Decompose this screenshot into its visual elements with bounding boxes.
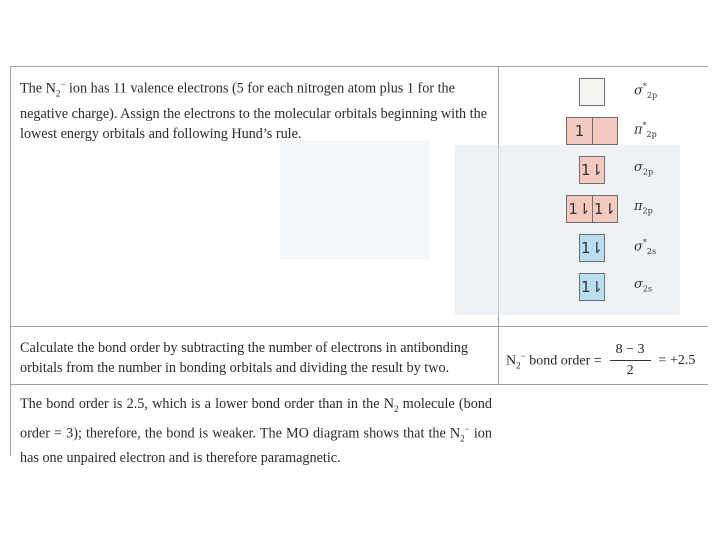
scan-artifact <box>280 140 430 260</box>
orbital-label: $\sigma^*_{2s}$ <box>634 238 657 256</box>
orbital-row <box>560 117 710 147</box>
electron-cell <box>580 79 604 105</box>
fraction <box>610 342 651 379</box>
fraction-denominator: 2 <box>626 363 634 378</box>
conclusion-paragraph: The bond order is 2.5, which is a lower bond order than in the $N_2$ molecule (bond order = 3); therefore, the bond is weaker. The MO diagram shows that the $N_2^-$ ion has one unpaired electron and is therefore paramagnetic. <box>20 396 492 467</box>
orbital-row <box>560 156 710 186</box>
orbital-box <box>579 78 605 106</box>
fraction-numerator: 8 − 3 <box>610 342 651 361</box>
orbital-box <box>566 195 618 223</box>
orbital-box <box>579 273 605 301</box>
electron-cell: 1⇂ <box>568 200 591 218</box>
orbital-label: $\sigma_{2p}$ <box>634 160 654 177</box>
orbital-row <box>560 234 710 264</box>
orbital-box <box>566 117 618 145</box>
orbital-row <box>560 273 710 303</box>
orbital-box <box>579 234 605 262</box>
electron-cell: 1 <box>574 122 585 140</box>
electron-cell: 1⇂ <box>580 239 604 257</box>
table-left-rule <box>10 66 11 456</box>
orbital-row <box>560 195 710 225</box>
orbital-label: $\pi_{2p}$ <box>634 199 653 216</box>
mo-diagram <box>560 78 710 328</box>
bond-order-equation <box>506 342 695 379</box>
equation-result: = +2.5 <box>658 352 696 368</box>
electron-cell: 1⇂ <box>580 161 604 179</box>
electron-cell <box>592 118 617 144</box>
electron-cell: 1⇂ <box>592 196 617 222</box>
electron-cell: 1⇂ <box>580 278 604 296</box>
orbital-label: $\sigma_{2s}$ <box>634 277 653 294</box>
equation-lhs: $N_2^-$ bond order = <box>506 350 602 371</box>
orbital-label: $\pi^*_{2p}$ <box>634 121 657 139</box>
orbital-box <box>579 156 605 184</box>
intro-paragraph: The $N_2^-$ ion has 11 valence electrons (5 for each nitrogen atom plus 1 for the negative charge). Assign the electrons to the molecular orbitals beginning with the lowest energy orbitals and following Hund’s rule. <box>20 79 488 142</box>
bond-order-paragraph: Calculate the bond order by subtracting the number of electrons in antibonding orbitals from the number in bonding orbitals and dividing the result by two. <box>20 340 468 376</box>
orbital-label: $\sigma^*_{2p}$ <box>634 82 658 100</box>
orbital-row <box>560 78 710 108</box>
table-top-rule <box>10 66 708 67</box>
table-lower-rule <box>10 384 708 385</box>
